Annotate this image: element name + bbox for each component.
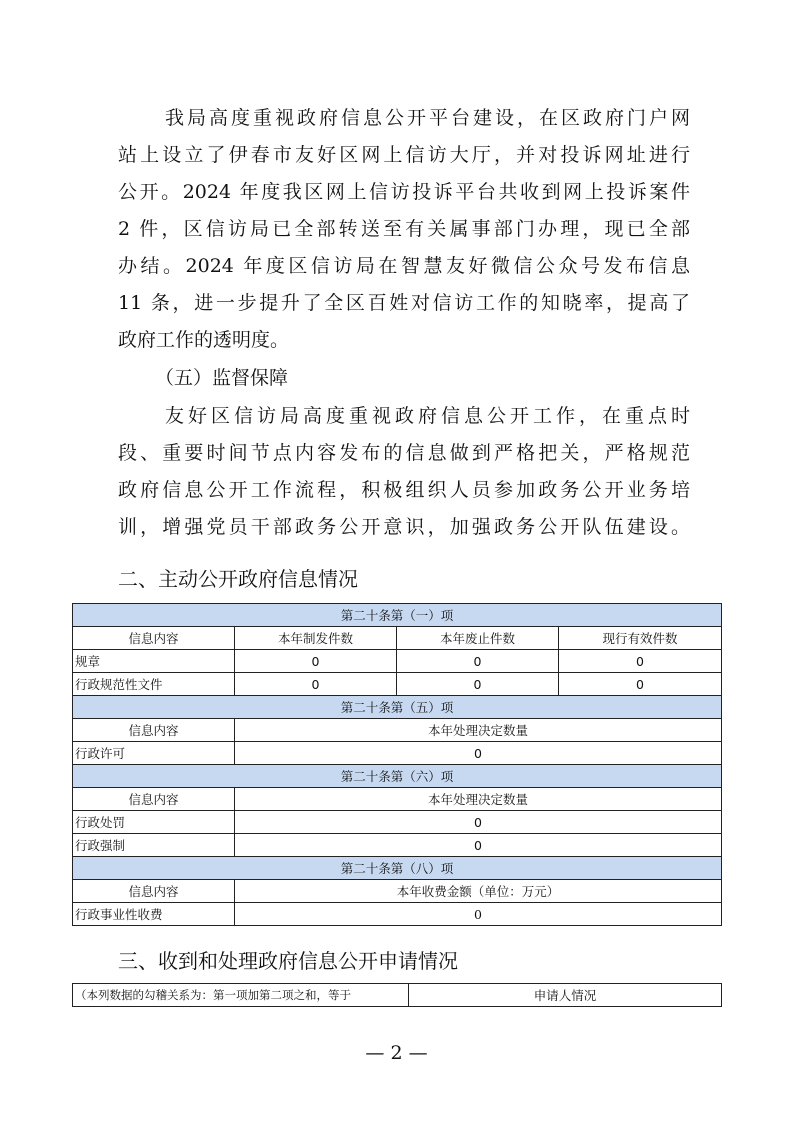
paragraph-line: 政府工作的透明度。 — [118, 329, 290, 351]
row-label: 行政处罚 — [73, 811, 235, 834]
section-3-title: 三、收到和处理政府信息公开申请情况 — [118, 949, 458, 973]
cell: 0 — [235, 811, 722, 834]
table-header-row — [73, 627, 722, 650]
paragraph-line: 办结。2024 年度区信访局在智慧友好微信公众号发布信息 — [118, 255, 690, 277]
paragraph-line: 政府信息公开工作流程，积极组织人员参加政务公开业务培 — [118, 479, 690, 501]
section-header: 第二十条第（五）项 — [73, 696, 722, 719]
paragraph-line: 公开。2024 年度我区网上信访投诉平台共收到网上投诉案件 — [118, 181, 690, 203]
paragraph-line: 友好区信访局高度重视政府信息公开工作，在重点时 — [165, 405, 690, 427]
paragraph-line: 段、重要时间节点内容发布的信息做到严格把关，严格规范 — [118, 442, 690, 464]
row-label: 行政许可 — [73, 742, 235, 765]
column-header: 信息内容 — [73, 627, 235, 650]
application-table — [72, 983, 722, 1007]
column-header: 信息内容 — [73, 719, 235, 742]
column-header: 本年处理决定数量 — [235, 788, 722, 811]
paragraph-line: 站上设立了伊春市友好区网上信访大厅，并对投诉网址进行 — [118, 144, 690, 166]
cell: 0 — [397, 650, 559, 673]
column-header: 现行有效件数 — [559, 627, 722, 650]
table-row — [73, 650, 722, 673]
paragraph-line: 我局高度重视政府信息公开平台建设，在区政府门户网 — [165, 107, 690, 129]
cell: 0 — [397, 673, 559, 696]
cell: 0 — [235, 834, 722, 857]
column-header: 本年废止件数 — [397, 627, 559, 650]
table-header-row — [73, 719, 722, 742]
table-header-row — [73, 984, 722, 1007]
table-header-row — [73, 880, 722, 903]
column-header: 信息内容 — [73, 880, 235, 903]
cell: 0 — [235, 742, 722, 765]
table-row — [73, 742, 722, 765]
section-header: 第二十条第（六）项 — [73, 765, 722, 788]
cell: 0 — [559, 650, 722, 673]
row-label: 行政强制 — [73, 834, 235, 857]
table-header-row — [73, 788, 722, 811]
table-row — [73, 834, 722, 857]
table-row — [73, 903, 722, 926]
column-header: 本年收费金额（单位：万元） — [235, 880, 722, 903]
column-header: 信息内容 — [73, 788, 235, 811]
page-number: — 2 — — [365, 1042, 428, 1064]
table-row — [73, 811, 722, 834]
cell: 0 — [235, 673, 397, 696]
row-label: 行政事业性收费 — [73, 903, 235, 926]
cell: 0 — [559, 673, 722, 696]
proactive-disclosure-table — [72, 603, 722, 926]
row-label: 规章 — [73, 650, 235, 673]
column-header: （本列数据的勾稽关系为：第一项加第二项之和，等于 — [73, 984, 409, 1007]
paragraph-line: 2 件，区信访局已全部转送至有关属事部门办理，现已全部 — [118, 218, 690, 240]
paragraph-line: 训，增强党员干部政务公开意识，加强政务公开队伍建设。 — [118, 516, 690, 538]
paragraph-line: 11 条，进一步提升了全区百姓对信访工作的知晓率，提高了 — [118, 292, 690, 314]
row-label: 行政规范性文件 — [73, 673, 235, 696]
cell: 0 — [235, 650, 397, 673]
section-2-title: 二、主动公开政府信息情况 — [118, 567, 358, 591]
cell: 0 — [235, 903, 722, 926]
column-header: 申请人情况 — [409, 984, 722, 1007]
column-header: 本年制发件数 — [235, 627, 397, 650]
column-header: 本年处理决定数量 — [235, 719, 722, 742]
section-header: 第二十条第（八）项 — [73, 857, 722, 880]
subheading-supervision: （五）监督保障 — [155, 367, 289, 389]
table-row — [73, 673, 722, 696]
section-header: 第二十条第（一）项 — [73, 604, 722, 627]
